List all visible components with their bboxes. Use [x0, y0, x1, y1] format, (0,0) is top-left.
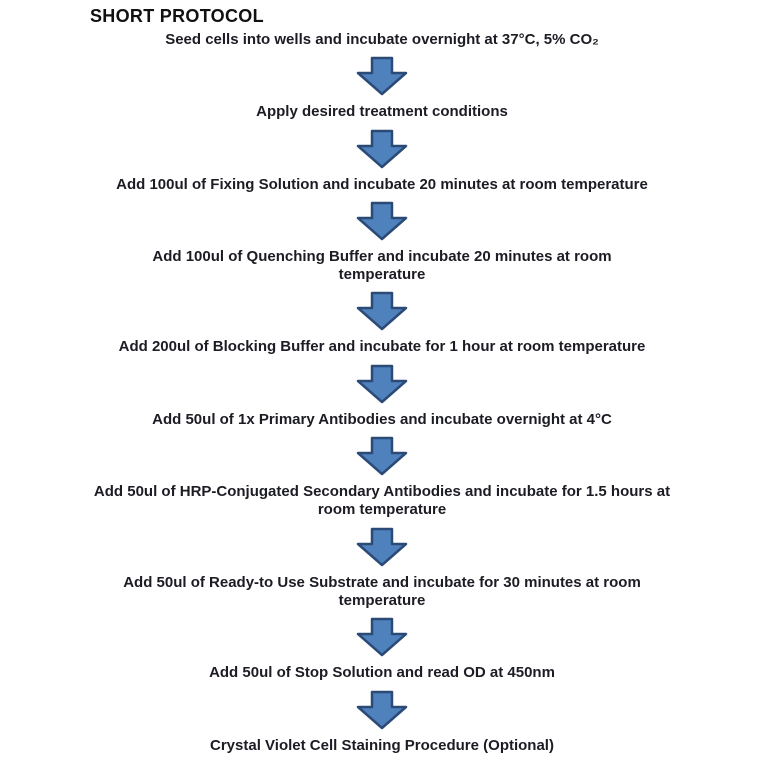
- down-arrow-icon: [356, 527, 408, 567]
- down-arrow-icon: [356, 201, 408, 241]
- page-title: SHORT PROTOCOL: [90, 6, 264, 26]
- flow-column: [0, 31, 764, 755]
- down-arrow-icon: [356, 291, 408, 331]
- down-arrow-icon: [356, 617, 408, 657]
- protocol-step: Crystal Violet Cell Staining Procedure (Optional): [210, 736, 554, 754]
- protocol-step: Add 50ul of Ready-to Use Substrate and incubate for 30 minutes at room temperature: [123, 573, 641, 609]
- protocol-step: Add 50ul of Stop Solution and read OD at 450nm: [209, 664, 555, 682]
- protocol-step: Apply desired treatment conditions: [256, 103, 508, 121]
- down-arrow-icon: [356, 129, 408, 169]
- protocol-flowchart: [0, 6, 764, 770]
- down-arrow-icon: [356, 690, 408, 730]
- down-arrow-icon: [356, 364, 408, 404]
- protocol-step: Add 200ul of Blocking Buffer and incubate for 1 hour at room temperature: [118, 338, 646, 356]
- protocol-step: Add 50ul of 1x Primary Antibodies and incubate overnight at 4°C: [152, 410, 612, 428]
- down-arrow-icon: [356, 436, 408, 476]
- protocol-step: Add 50ul of HRP-Conjugated Secondary Antibodies and incubate for 1.5 hours at room temperature: [93, 483, 671, 519]
- protocol-step: Add 100ul of Fixing Solution and incubate 20 minutes at room temperature: [116, 175, 648, 193]
- protocol-step: Add 100ul of Quenching Buffer and incubate 20 minutes at room temperature: [152, 247, 612, 284]
- protocol-step: Seed cells into wells and incubate overnight at 37°C, 5% CO₂: [165, 31, 599, 48]
- down-arrow-icon: [356, 56, 408, 96]
